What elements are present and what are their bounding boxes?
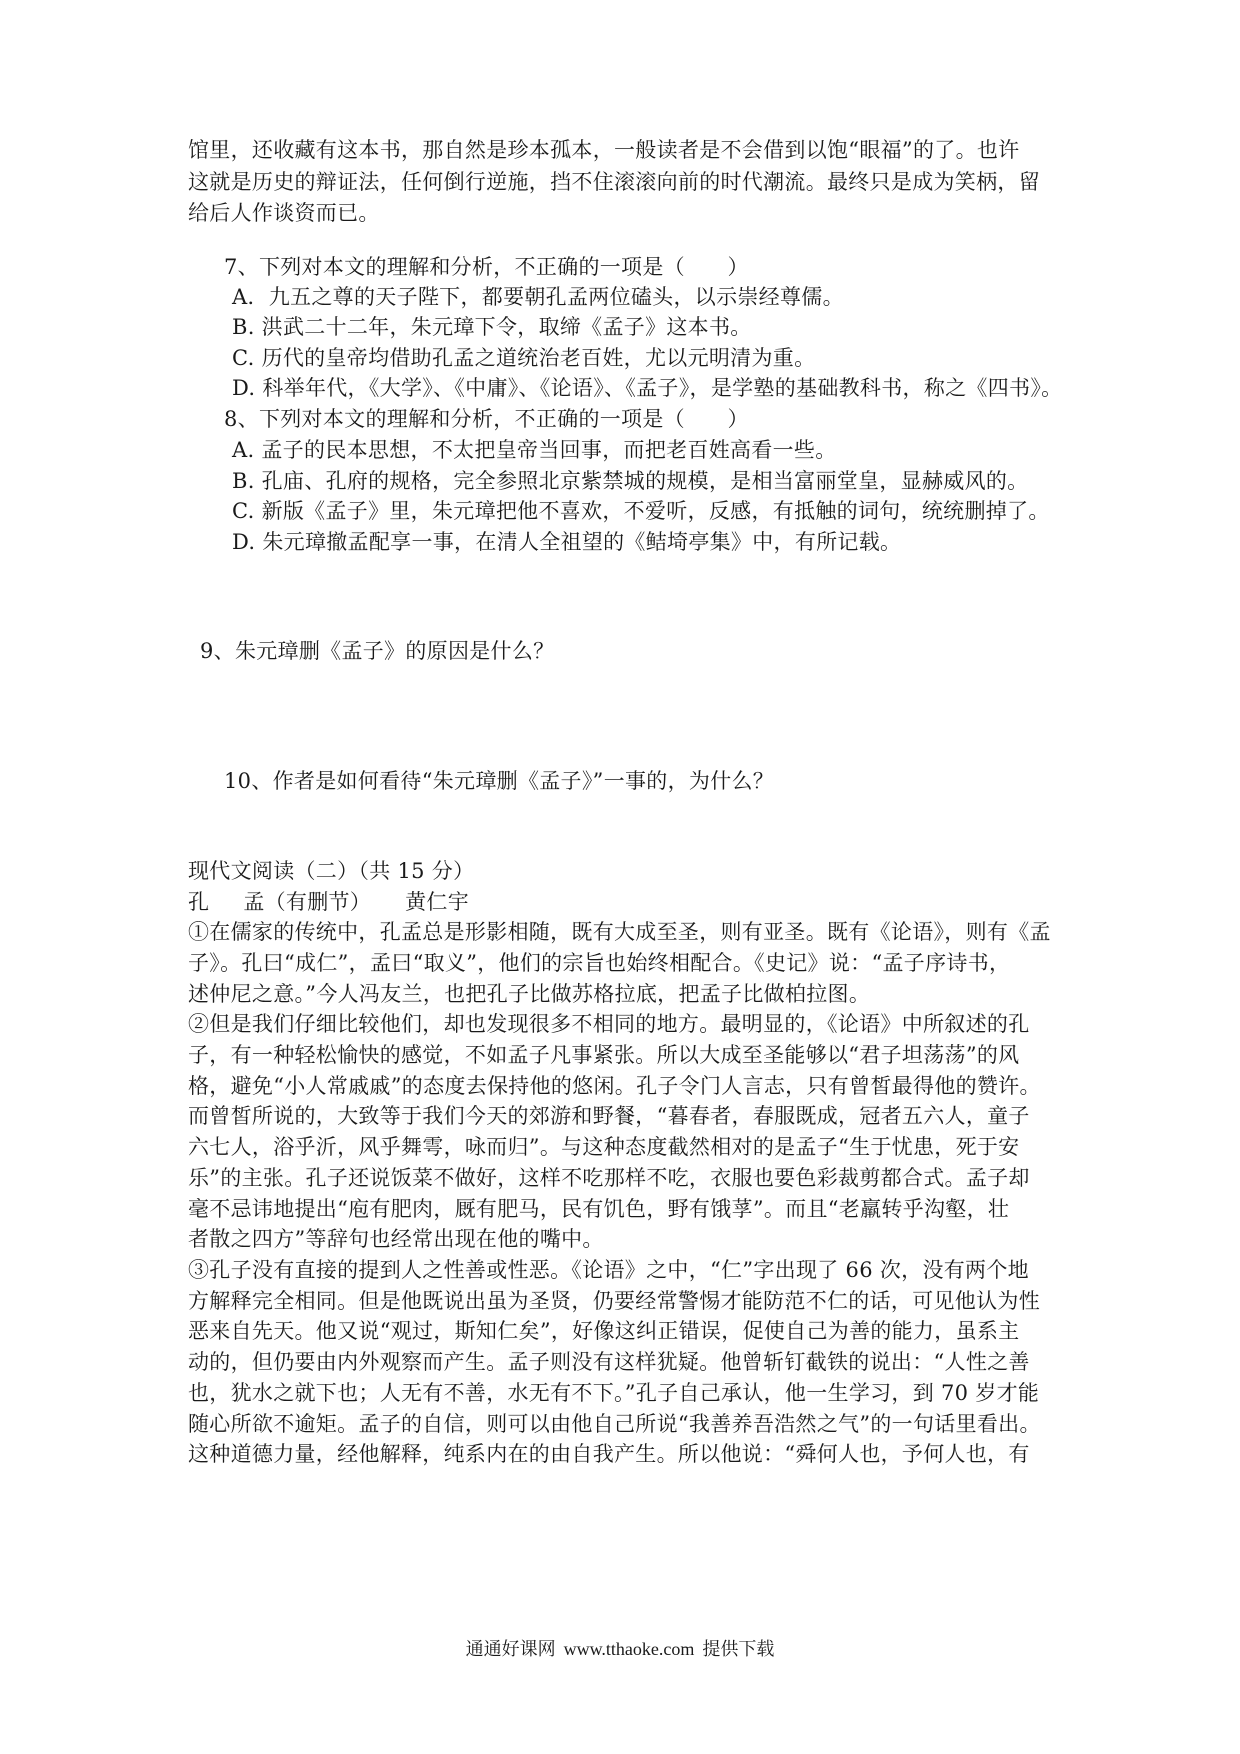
question-8-option-b: B. 孔庙、孔府的规格，完全参照北京紫禁城的规模，是相当富丽堂皇，显赫威风的。 [232,469,1029,493]
passage-title [188,892,469,913]
passage-line: 随心所欲不逾矩。孟子的自信，则可以由他自己所说“我善养吾浩然之气”的一句话里看出。 [188,1412,1041,1436]
question-7-stem: 7、下列对本文的理解和分析，不正确的一项是（ ） [224,255,749,279]
passage-line: 动的，但仍要由内外观察而产生。孟子则没有这样犹疑。他曾斩钉截铁的说出：“人性之善 [188,1350,1030,1374]
passage-line: 六七人，浴乎沂，风乎舞雩，咏而归”。与这种态度截然相对的是孟子“生于忧患，死于安 [188,1135,1020,1159]
passage-line: ②但是我们仔细比较他们，却也发现很多不相同的地方。最明显的，《论语》中所叙述的孔 [188,1012,1030,1036]
passage-end-line-1: 馆里，还收藏有这本书，那自然是珍本孤本，一般读者是不会借到以饱“眼福”的了。也许 [188,138,1020,162]
passage-line: 也，犹水之就下也；人无有不善，水无有不下。”孔子自己承认，他一生学习，到 70 岁才能 [188,1381,1040,1405]
question-7-option-c: C. 历代的皇帝均借助孔孟之道统治老百姓，尤以元明清为重。 [232,346,816,370]
passage-end-line-2: 这就是历史的辩证法，任何倒行逆施，挡不住滚滚向前的时代潮流。最终只是成为笑柄，留 [188,170,1040,194]
passage-line: 方解释完全相同。但是他既说出虽为圣贤，仍要经常警惕才能防范不仁的话，可见他认为性 [188,1289,1040,1313]
passage-line: ③孔子没有直接的提到人之性善或性恶。《论语》之中，“仁”字出现了 66 次，没有两个地 [188,1258,1029,1282]
passage-line: 而曾皙所说的，大致等于我们今天的郊游和野餐，“暮春者，春服既成，冠者五六人，童子 [188,1104,1030,1128]
question-9: 9、朱元璋删《孟子》的原因是什么？ [200,639,555,663]
question-7-option-a: A．九五之尊的天子陛下，都要朝孔孟两位磕头，以示崇经尊儒。 [232,285,844,309]
question-8-option-d: D. 朱元璋撤孟配享一事，在清人全祖望的《鲒埼亭集》中，有所记载。 [232,530,902,554]
question-10: 10、作者是如何看待“朱元璋删《孟子》”一事的，为什么？ [224,769,775,793]
passage-title-part-2: 孟（有删节） [243,890,372,914]
passage-line: 子》。孔曰“成仁”，孟曰“取义”，他们的宗旨也始终相配合。《史记》说：“孟子序诗书， [188,951,1011,975]
passage-line: ①在儒家的传统中，孔孟总是形影相随，既有大成至圣，则有亚圣。既有《论语》，则有《孟 [188,920,1051,944]
passage-author: 黄仁宇 [405,890,470,914]
question-8-option-a: A. 孟子的民本思想，不太把皇帝当回事，而把老百姓高看一些。 [232,438,837,462]
question-8-stem: 8、下列对本文的理解和分析，不正确的一项是（ ） [224,407,749,431]
passage-line: 格，避免“小人常戚戚”的态度去保持他的悠闲。孔子令门人言志，只有曾皙最得他的赞许。 [188,1074,1041,1098]
passage-line: 乐”的主张。孔子还说饭菜不做好，这样不吃那样不吃，衣服也要色彩裁剪都合式。孟子却 [188,1166,1030,1190]
footer-suffix: 提供下载 [702,1639,775,1660]
section-heading: 现代文阅读（二）（共 15 分） [188,859,475,883]
question-7-option-b: B. 洪武二十二年，朱元璋下令，取缔《孟子》这本书。 [232,315,752,339]
page-footer [0,1640,1240,1659]
passage-line: 这种道德力量，经他解释，纯系内在的由自我产生。所以他说：“舜何人也，予何人也，有 [188,1442,1030,1466]
passage-title-part-1: 孔 [188,890,210,914]
footer-url: www.tthaoke.com [563,1639,695,1659]
passage-line: 子，有一种轻松愉快的感觉，不如孟子凡事紧张。所以大成至圣能够以“君子坦荡荡”的风 [188,1043,1020,1067]
question-8-option-c: C. 新版《孟子》里，朱元璋把他不喜欢，不爱听，反感，有抵触的词句，统统删掉了。 [232,499,1050,523]
footer-site-name: 通通好课网 [465,1639,556,1660]
passage-end-line-3: 给后人作谈资而已。 [188,201,380,225]
passage-line: 述仲尼之意。”今人冯友兰，也把孔子比做苏格拉底，把孟子比做柏拉图。 [188,982,871,1006]
passage-line: 毫不忌讳地提出“庖有肥肉，厩有肥马，民有饥色，野有饿莩”。而且“老羸转乎沟壑，壮 [188,1197,1010,1221]
question-7-option-d: D. 科举年代，《大学》、《中庸》、《论语》、《孟子》，是学塾的基础教科书，称之《四书》。 [232,376,1063,400]
passage-line: 者散之四方”等辞句也经常出现在他的嘴中。 [188,1227,604,1251]
passage-line: 恶来自先天。他又说“观过，斯知仁矣”，好像这纠正错误，促使自己为善的能力，虽系主 [188,1319,1020,1343]
